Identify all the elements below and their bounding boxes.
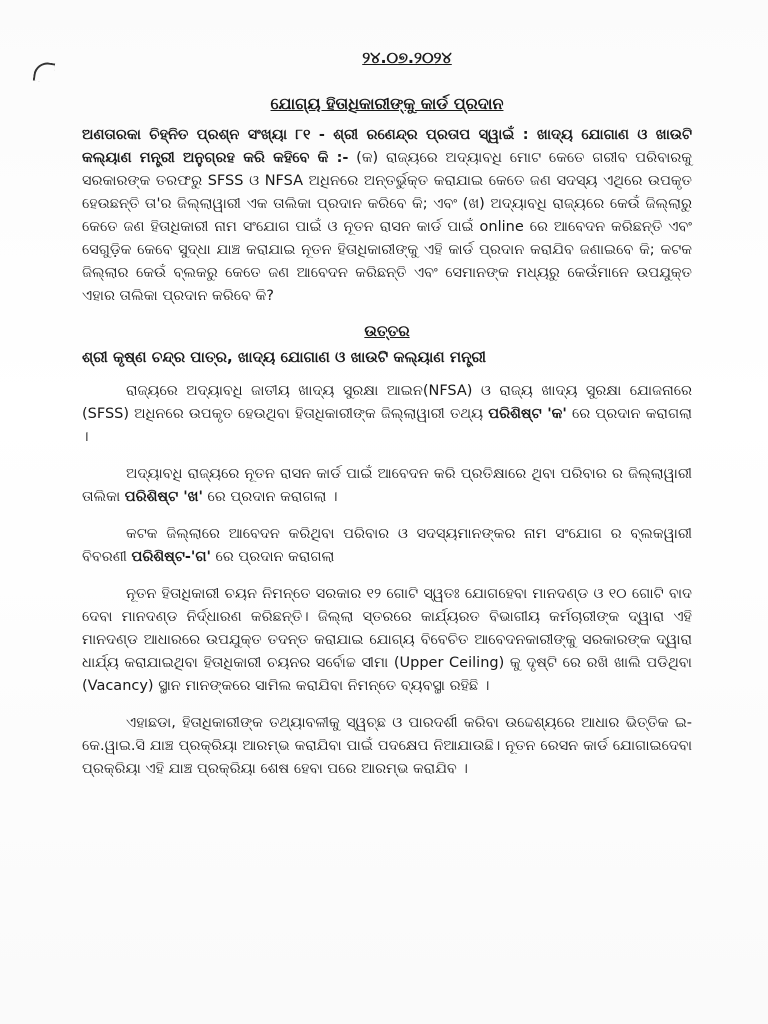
annexure-ka: ପରିଶିଷ୍ଟ 'କ'	[488, 406, 567, 422]
question-paragraph	[82, 124, 692, 308]
question-body: (କ) ରାଜ୍ୟରେ ଅଦ୍ୟାବଧି ମୋଟ କେତେ ଗରୀବ ପରିବାରକୁ ସରକାରଙ୍କ ତରଫରୁ SFSS ଓ NFSA ଅଧିନରେ ଅନ୍ତର୍ଭୁକ୍ତ କରାଯାଇ କେତେ ଜଣ ସଦସ୍ୟ ଏଥିରେ ଉପକୃତ ହେଉଛନ୍ତି ତା'ର ଜିଲ୍ଲାୱାରୀ ଏକ ତାଲିକା ପ୍ରଦାନ କରିବେ କି; ଏବଂ (ଖ) ଅଦ୍ୟାବଧି ରାଜ୍ୟରେ କେଉଁ ଜିଲ୍ଲାରୁ କେତେ ଜଣ ହିତାଧିକାରୀ ନାମ ସଂଯୋଗ ପାଇଁ ଓ ନୂତନ ରାସନ କାର୍ଡ ପାଇଁ online ରେ ଆବେଦନ କରିଛନ୍ତି ଏବଂ ସେଗୁଡ଼ିକ କେବେ ସୁଦ୍ଧା ଯାଞ୍ଚ କରାଯାଇ ନୂତନ ହିତାଧିକାରୀଙ୍କୁ ଏହି କାର୍ଡ ପ୍ରଦାନ କରାଯିବ ଜଣାଇବେ କି; କଟକ ଜିଲ୍ଲାର କେଉଁ ବ୍ଲକରୁ କେତେ ଜଣ ଆବେଦନ କରିଛନ୍ତି ଏବଂ ସେମାନଙ୍କ ମଧ୍ୟରୁ କେଉଁମାନେ ଉପଯୁକ୍ତ ଏହାର ତାଲିକା ପ୍ରଦାନ କରିବେ କି?	[82, 150, 692, 304]
para2-tail: ରେ ପ୍ରଦାନ କରାଗଲା ।	[202, 489, 338, 505]
answer-paragraph-3	[82, 523, 692, 569]
para2-text: ଅଦ୍ୟାବଧି ରାଜ୍ୟରେ ନୂତନ ରାସନ କାର୍ଡ ପାଇଁ ଆବେଦନ କରି ପ୍ରତିକ୍ଷାରେ ଥିବା ପରିବାର ର ଜିଲ୍ଲାୱାରୀ ତାଲିକା	[82, 466, 692, 505]
answer-paragraph-1	[82, 380, 692, 449]
answer-paragraph-5: ଏହାଛଡା, ହିତାଧିକାରୀଙ୍କ ତଥ୍ୟାବଳୀକୁ ସ୍ୱଚ୍ଛ ଓ ପାରଦର୍ଶୀ କରିବା ଉଦ୍ଦେଶ୍ୟରେ ଆଧାର ଭିତ୍ତିକ ଇ-କେ.ୱାଇ.ସି ଯାଞ୍ଚ ପ୍ରକ୍ରିୟା ଆରମ୍ଭ କରାଯିବା ପାଇଁ ପଦକ୍ଷେପ ନିଆଯାଉଛି। ନୂତନ ରେସନ କାର୍ଡ ଯୋଗାଇଦେବା ପ୍ରକ୍ରିୟା ଏହି ଯାଞ୍ଚ ପ୍ରକ୍ରିୟା ଶେଷ ହେବା ପରେ ଆରମ୍ଭ କରାଯିବ ।	[82, 715, 692, 777]
para1-tail: ରେ ପ୍ରଦାନ କରାଗଲା ।	[82, 406, 692, 445]
document-date: ୨୪.୦୭.୨୦୨୪	[362, 48, 452, 67]
answer-paragraph-4: ନୂତନ ହିତାଧିକାରୀ ଚୟନ ନିମନ୍ତେ ସରକାର ୧୨ ଗୋଟି ସ୍ୱତଃ ଯୋଗହେବା ମାନଦଣ୍ଡ ଓ ୧୦ ଗୋଟି ବାଦ ଦେବା ମାନଦଣ୍ଡ ନିର୍ଦ୍ଧାରଣ କରିଛନ୍ତି। ଜିଲ୍ଲା ସ୍ତରରେ କାର୍ଯ୍ୟରତ ବିଭାଗୀୟ କର୍ମଚାରୀଙ୍କ ଦ୍ୱାରା ଏହି ମାନଦଣ୍ଡ ଆଧାରରେ ଉପଯୁକ୍ତ ତଦନ୍ତ କରାଯାଇ ଯୋଗ୍ୟ ବିବେଚିତ ଆବେଦନକାରୀଙ୍କୁ ସରକାରଙ୍କ ଦ୍ୱାରା ଧାର୍ଯ୍ୟ କରାଯାଇଥିବା ହିତାଧିକାରୀ ଚୟନର ସର୍ବୋଚ୍ଚ ସୀମା (Upper Ceiling) କୁ ଦୃଷ୍ଟି ରେ ରଖି ଖାଲି ପଡିଥିବା (Vacancy) ସ୍ଥାନ ମାନଙ୍କରେ ସାମିଲ କରାଯିବା ନିମନ୍ତେ ବ୍ୟବସ୍ଥା ରହିଛି ।	[82, 586, 692, 694]
document-body	[82, 48, 692, 795]
minister-name: ଶ୍ରୀ କୃଷ୍ଣ ଚନ୍ଦ୍ର ପାତ୍ର, ଖାଦ୍ୟ ଯୋଗାଣ ଓ ଖାଉଟି କଲ୍ୟାଣ ମନ୍ତ୍ରୀ	[82, 348, 487, 366]
annexure-kha: ପରିଶିଷ୍ଟ 'ଖ'	[124, 489, 203, 505]
question-head: ଅଣତାରକା ଚିହ୍ନିତ ପ୍ରଶ୍ନ ସଂଖ୍ୟା ୮୧ - ଶ୍ରୀ ରଣେନ୍ଦ୍ର ପ୍ରତାପ ସ୍ୱାଇଁ : ଖାଦ୍ୟ ଯୋଗାଣ ଓ ଖାଉଟି କଲ୍ୟାଣ ମନ୍ତ୍ରୀ ଅନୁଗ୍ରହ କରି କହିବେ କି :-	[82, 127, 692, 166]
para3-text: କଟକ ଜିଲ୍ଲାରେ ଆବେଦନ କରିଥିବା ପରିବାର ଓ ସଦସ୍ୟମାନଙ୍କର ନାମ ସଂଯୋଗ ର ବ୍ଲକୱାରୀ ବିବରଣୀ	[82, 526, 692, 565]
document-heading: ଯୋଗ୍ୟ ହିତାଧିକାରୀଙ୍କୁ କାର୍ଡ ପ୍ରଦାନ	[270, 94, 504, 113]
answer-paragraph-2	[82, 463, 692, 509]
annexure-ga: ପରିଶିଷ୍ଟ-'ଗ'	[131, 549, 211, 565]
answer-title: ଉତ୍ତର	[364, 322, 410, 340]
punch-hole-mark	[33, 61, 56, 84]
para1-text: ରାଜ୍ୟରେ ଅଦ୍ୟାବଧି ଜାତୀୟ ଖାଦ୍ୟ ସୁରକ୍ଷା ଆଇନ(NFSA) ଓ ରାଜ୍ୟ ଖାଦ୍ୟ ସୁରକ୍ଷା ଯୋଜନାରେ (SFSS) ଅଧିନରେ ଉପକୃତ ହେଉଥିବା ହିତାଧିକାରୀଙ୍କ ଜିଲ୍ଲାୱାରୀ ତଥ୍ୟ	[82, 383, 692, 422]
para3-tail: ରେ ପ୍ରଦାନ କରାଗଲା	[210, 549, 335, 565]
